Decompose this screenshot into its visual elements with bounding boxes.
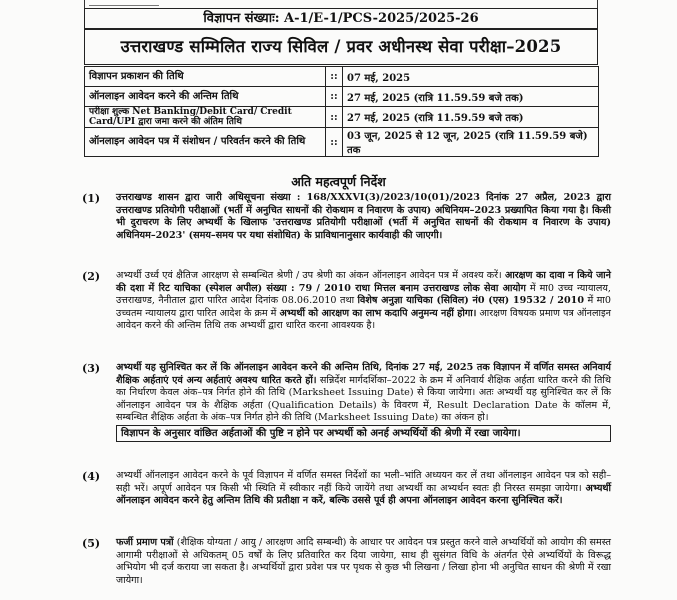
exam-title: उत्तराखण्ड सम्मिलित राज्य सिविल / प्रवर अधीनस्थ सेवा परीक्षा–2025 (84, 29, 598, 65)
item-number: (1) (82, 192, 101, 205)
date-label: ऑनलाइन आवेदन पत्र में संशोधन / परिवर्तन करने की तिथि (85, 128, 326, 157)
item-text-part: में मा0 उच्चतम न्यायालय द्वारा पारित आदेश के क्रम में (116, 295, 611, 319)
date-separator: :: (326, 87, 343, 107)
important-dates-table (84, 66, 599, 157)
item-text-part: अभ्यर्थी उर्ध्व एवं क्षैतिज आरक्षण से सम्बन्धित श्रेणी / उप श्रेणी का अंकन ऑनलाइन आवेदन पत्र में अवश्य करें। (116, 270, 502, 281)
item-text-part: (शैक्षिक योग्यता / आयु / आरक्षण आदि सम्बन्धी) के आधार पर आवेदन पत्र प्रस्तुत करने वाले अभ्यर्थियों को आयोग की समस्त आगामी परीक्षाओं से अधिकतम् 05 वर्षों के लिए प्रतिवारित कर दिया जायेगा, साथ ही सुसंगत विधि के अंतर्गत ऐसे अभ्यर्थियों के विरूद्ध अभियोग भी दर्ज कराया जा सकता है। अभ्यर्थियों द्वारा प्रवेश पत्र पर पृथक से कुछ भी लिखना / लिखा होना भी अनुचित साधन की श्रेणी में रखा जायेगा। (116, 537, 611, 586)
item-bold-text: अभ्यर्थी ऑनलाइन आवेदन करने हेतु अन्तिम तिथि की प्रतीक्षा न करें, बल्कि उससे पूर्व ही अपना ऑनलाइन आवेदन करना सुनिश्चित करें। (116, 482, 611, 507)
date-value: 07 मई, 2025 (343, 67, 599, 87)
date-value: 03 जून, 2025 से 12 जून, 2025 (रात्रि 11.59.59 बजे) तक (343, 128, 599, 157)
date-row (85, 67, 599, 87)
item-text-part: अभ्यर्थी ऑनलाइन आवेदन करने के पूर्व विज्ञापन में वर्णित समस्त निर्देशों का भली–भांति अध्ययन कर लें तथा ऑनलाइन आवेदन पत्र को सही–सही भरें। अपूर्ण आवेदन पत्र किसी भी स्थिति में स्वीकार नहीं किये जायेंगे तथा अभ्यर्थी का अभ्यर्थन स्वतः ही निरस्त समझा जायेगा। (116, 470, 611, 494)
header-strip-line (89, 0, 159, 6)
item-text-part: सन्निर्देश मार्गदर्शिका–2022 के क्रम में अनिवार्य शैक्षिक अर्हता धारित करने की तिथि का निर्धारण केवल अंक–पत्र निर्गत होने की तिथि (Marksheet Issuing Date) से किया जायेगा। अतः अभ्यर्थी यह सुनिश्चित कर लें कि ऑनलाइन आवेदन पत्र के शैक्षिक अर्हता (Qualification Details) के विवरण में, Result Declaration Date के कॉलम में, सम्बन्धित शैक्षिक अर्हता के अंक–पत्र निर्गत होने की तिथि (Marksheet Issuing Date) का अंकन हो। (116, 374, 611, 424)
item-bold-text: अभ्यर्थी को आरक्षण का लाभ कदापि अनुमन्य नहीं होगा। (279, 307, 477, 319)
item-text (116, 470, 611, 508)
item-text (116, 537, 611, 587)
item-bold-text: अभ्यर्थी यह सुनिश्चित कर लें कि ऑनलाइन आवेदन करने की अन्तिम तिथि, दिनांक 27 मई, 2025 तक विज्ञापन में वर्णित समस्त अनिवार्य शैक्षिक अर्हताएं एवं अन्य अर्हताएं अवश्य धारित करते हों। (116, 362, 611, 386)
item-number: (4) (82, 470, 101, 483)
date-row (85, 128, 599, 157)
date-label: विज्ञापन प्रकाशन की तिथि (85, 67, 326, 87)
date-label: परीक्षा शुल्क Net Banking/Debit Card/ Credit Card/UPI द्वारा जमा करने की अंतिम तिथि (85, 107, 326, 128)
item-text-part: में मा0 उच्च न्यायालय, उत्तराखण्ड, नैनीताल द्वारा पारित आदेश दिनांक 08.06.2010 तथा (116, 282, 611, 307)
date-separator: :: (326, 107, 343, 128)
item-text (116, 270, 611, 333)
date-value: 27 मई, 2025 (रात्रि 11.59.59 बजे तक) (343, 107, 599, 128)
item-bold-text: आरक्षण का दावा न किये जाने की दशा में रिट याचिका (स्पेशल अपील) संख्या : 79 / 2010 राधा मित्तल बनाम उत्तराखण्ड लोक सेवा आयोग (116, 270, 611, 294)
item-bold-text: उत्तराखण्ड शासन द्वारा जारी अधिसूचना संख्या : 168/XXXVI(3)/2023/10(01)/2023 दिनांक 27 अप्रैल, 2023 द्वारा उत्तराखण्ड प्रतियोगी परीक्षाओं (भर्ती में अनुचित साधनों की रोकथाम व निवारण के उपाय) अधिनियम–2023 प्रख्यापित किया गया है। किसी भी दुराचरण के लिए अभ्यर्थी के खिलाफ 'उत्तराखण्ड प्रतियोगी परीक्षाओं (भर्ती में अनुचित साधनों की रोकथाम व निवारण के उपाय) अधिनियम–2023' (समय–समय पर यथा संशोधित) के प्राविधानानुसार कार्यवाही की जाएगी। (116, 192, 611, 241)
item-bold-text: फर्जी प्रमाण पत्रों (116, 537, 174, 548)
item-text (116, 362, 611, 442)
date-value: 27 मई, 2025 (रात्रि 11.59.59 बजे तक) (343, 87, 599, 107)
item-bold-text: विशेष अनुज्ञा याचिका (सिविल) नं0 (एस) 19532 / 2010 (357, 295, 584, 307)
advt-number: विज्ञापन संख्याः: A-1/E-1/PCS-2025/2025-26 (84, 8, 598, 29)
date-separator: :: (326, 128, 343, 157)
important-instructions-heading: अति महत्वपूर्ण निर्देश (291, 174, 386, 189)
date-row (85, 87, 599, 107)
date-separator: :: (326, 67, 343, 87)
item-number: (2) (82, 270, 101, 283)
item-number: (5) (82, 537, 101, 550)
date-label: ऑनलाइन आवेदन करने की अन्तिम तिथि (85, 87, 326, 107)
disqualification-note: विज्ञापन के अनुसार वांछित अर्हताओं की पुष्टि न होने पर अभ्यर्थी को अनर्ह अभ्यर्थियों की श्रेणी में रखा जायेगा। (116, 425, 611, 442)
item-number: (3) (82, 362, 101, 375)
date-row (85, 107, 599, 128)
item-text (116, 192, 611, 242)
item-text-part: आरक्षण विषयक प्रमाण पत्र ऑनलाइन आवेदन करने की अन्तिम तिथि तक अभ्यर्थी द्वारा धारित करना आवश्यक है। (116, 307, 611, 332)
